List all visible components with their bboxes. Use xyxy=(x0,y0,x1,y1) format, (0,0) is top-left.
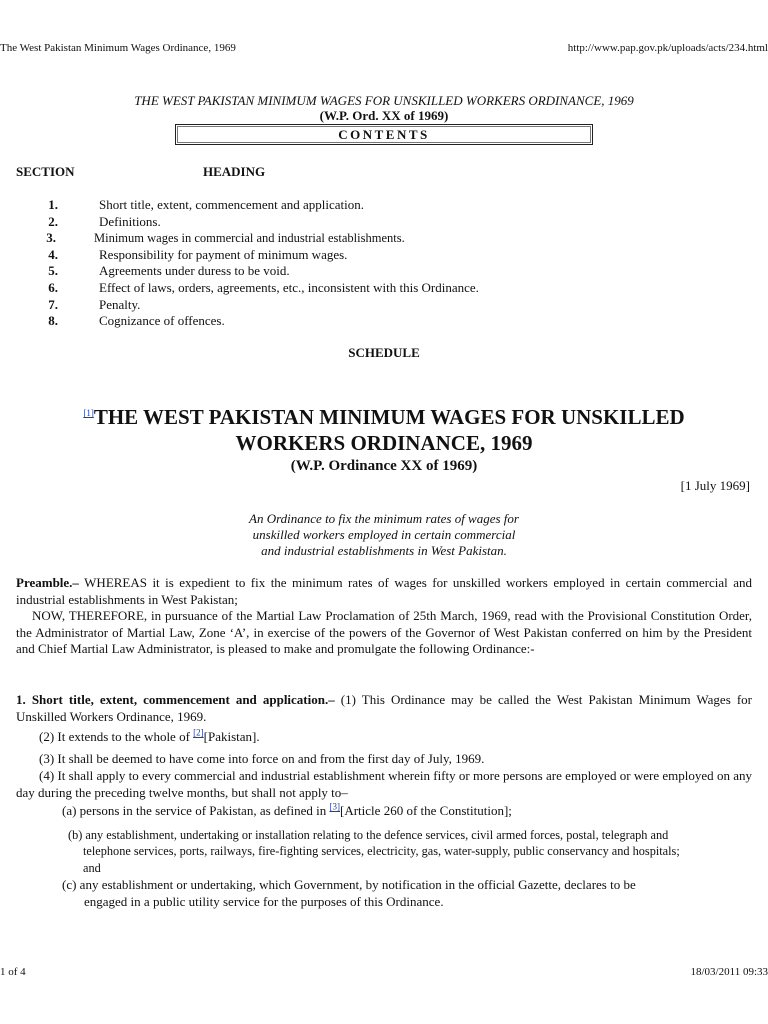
ordinance-title xyxy=(0,404,768,456)
preamble-label: Preamble.– xyxy=(16,575,79,590)
toc-text: Cognizance of offences. xyxy=(99,313,225,329)
preamble-paragraph-1: WHEREAS it is expedient to fix the minimum rates of wages for unskilled workers employed in certain commercial and industrial establishments in West Pakistan; xyxy=(16,575,752,607)
footnote-link-2[interactable]: [2] xyxy=(193,727,204,738)
clause-4-text: (4) It shall apply to every commercial and industrial establishment wherein fifty or more persons are employed or were employed on any day during the preceding twelve months, but shall not apply to– xyxy=(16,768,752,800)
clause-2 xyxy=(39,729,260,746)
schedule-link[interactable]: SCHEDULE xyxy=(348,345,420,360)
print-header xyxy=(0,42,768,56)
clause-4 xyxy=(16,768,752,801)
clause-3: (3) It shall be deemed to have come into force on and from the first day of July, 1969. xyxy=(39,751,485,766)
ordinance-subtitle: (W.P. Ordinance XX of 1969) xyxy=(290,458,478,474)
clause-2-text: (2) It extends to the whole of xyxy=(39,729,194,744)
toc-text: Minimum wages in commercial and industrial establishments. xyxy=(94,231,405,246)
clause-a xyxy=(62,803,512,820)
preamble-paragraph-2: NOW, THEREFORE, in pursuance of the Martial Law Proclamation of 25th March, 1969, read with the Provisional Constitution Order, the Administrator of Martial Law, Zone ‘A’, in exercise of the powers of the Governor of West Pakistan conferred on him by the President and Chief Martial Law Administrator, is pleased to make and promulgate the following Ordinance:- xyxy=(16,608,752,657)
toc-item[interactable] xyxy=(0,297,768,314)
print-header-title: The West Pakistan Minimum Wages Ordinance, 1969 xyxy=(0,42,236,54)
toc-text: Effect of laws, orders, agreements, etc., inconsistent with this Ordinance. xyxy=(99,279,479,295)
print-header-url: http://www.pap.gov.pk/uploads/acts/234.html xyxy=(567,42,768,54)
footnote-link-3[interactable]: [3] xyxy=(329,801,341,812)
clause-a-text-end: [Article 260 of the Constitution]; xyxy=(340,803,512,818)
contents-title: THE WEST PAKISTAN MINIMUM WAGES FOR UNSKILLED WORKERS ORDINANCE, 1969 xyxy=(134,93,634,108)
toc-number: 5. xyxy=(48,263,58,279)
toc-text: Penalty. xyxy=(99,296,141,312)
toc-text: Responsibility for payment of minimum wages. xyxy=(99,246,348,262)
clause-a-text: (a) persons in the service of Pakistan, as defined in xyxy=(62,803,330,818)
print-footer xyxy=(0,966,768,980)
footnote-link-1[interactable]: [1] xyxy=(83,408,94,418)
clause-c-line: (c) any establishment or undertaking, which Government, by notification in the official Gazette, declares to be xyxy=(62,877,636,892)
ordinance-title-line1: THE WEST PAKISTAN MINIMUM WAGES FOR UNSKILLED xyxy=(93,405,685,429)
toc-text: Agreements under duress to be void. xyxy=(99,263,290,279)
contents-box: CONTENTS xyxy=(175,124,593,145)
description-line: and industrial establishments in West Pakistan. xyxy=(261,543,507,558)
description-line: unskilled workers employed in certain commercial xyxy=(252,527,516,542)
contents-block xyxy=(0,93,768,145)
toc-item[interactable] xyxy=(0,263,768,280)
toc-number: 8. xyxy=(48,313,58,329)
toc-item[interactable] xyxy=(0,247,768,264)
toc-item[interactable] xyxy=(0,230,768,247)
toc-number: 3. xyxy=(46,230,56,246)
toc-number: 6. xyxy=(48,279,58,295)
toc-item[interactable] xyxy=(0,214,768,231)
toc-number: 7. xyxy=(48,296,58,312)
clause-b-line: and xyxy=(83,860,101,875)
heading-column-header: HEADING xyxy=(203,164,266,179)
ordinance-title-line2: WORKERS ORDINANCE, 1969 xyxy=(235,431,533,455)
toc-item[interactable] xyxy=(0,313,768,330)
clause-2-text-end: [Pakistan]. xyxy=(203,729,260,744)
toc-text: Short title, extent, commencement and application. xyxy=(99,197,364,212)
table-of-contents xyxy=(0,197,768,330)
section-column-header: SECTION xyxy=(16,164,75,179)
description-line: An Ordinance to fix the minimum rates of wages for xyxy=(249,511,519,526)
toc-item[interactable] xyxy=(0,197,768,214)
ordinance-date: [1 July 1969] xyxy=(680,478,750,493)
section-1-text: (1) This Ordinance may be called the West Pakistan Minimum Wages for Unskilled Workers Ordinance, 1969. xyxy=(16,692,752,724)
toc-item[interactable] xyxy=(0,280,768,297)
clause-b-line: telephone services, ports, railways, fire-fighting services, electricity, gas, water-supply, public conservancy and hospitals; xyxy=(83,844,680,859)
preamble xyxy=(16,575,752,658)
clause-b-line: (b) any establishment, undertaking or installation relating to the defence services, civil armed forces, postal, telegraph and xyxy=(68,828,669,842)
contents-subtitle: (W.P. Ord. XX of 1969) xyxy=(319,108,449,123)
toc-number: 4. xyxy=(48,246,58,262)
print-datetime: 18/03/2011 09:33 xyxy=(690,966,768,978)
toc-number: 2. xyxy=(48,213,58,229)
toc-text: Definitions. xyxy=(99,213,161,229)
page-number: 1 of 4 xyxy=(0,966,26,978)
section-1 xyxy=(16,692,752,725)
clause-c xyxy=(62,877,752,910)
toc-number: 1. xyxy=(48,197,58,212)
section-1-heading: 1. Short title, extent, commencement and application.– xyxy=(16,692,335,707)
clause-c-line: engaged in a public utility service for the purposes of this Ordinance. xyxy=(84,893,444,909)
ordinance-description xyxy=(0,511,768,559)
clause-b xyxy=(68,827,752,876)
